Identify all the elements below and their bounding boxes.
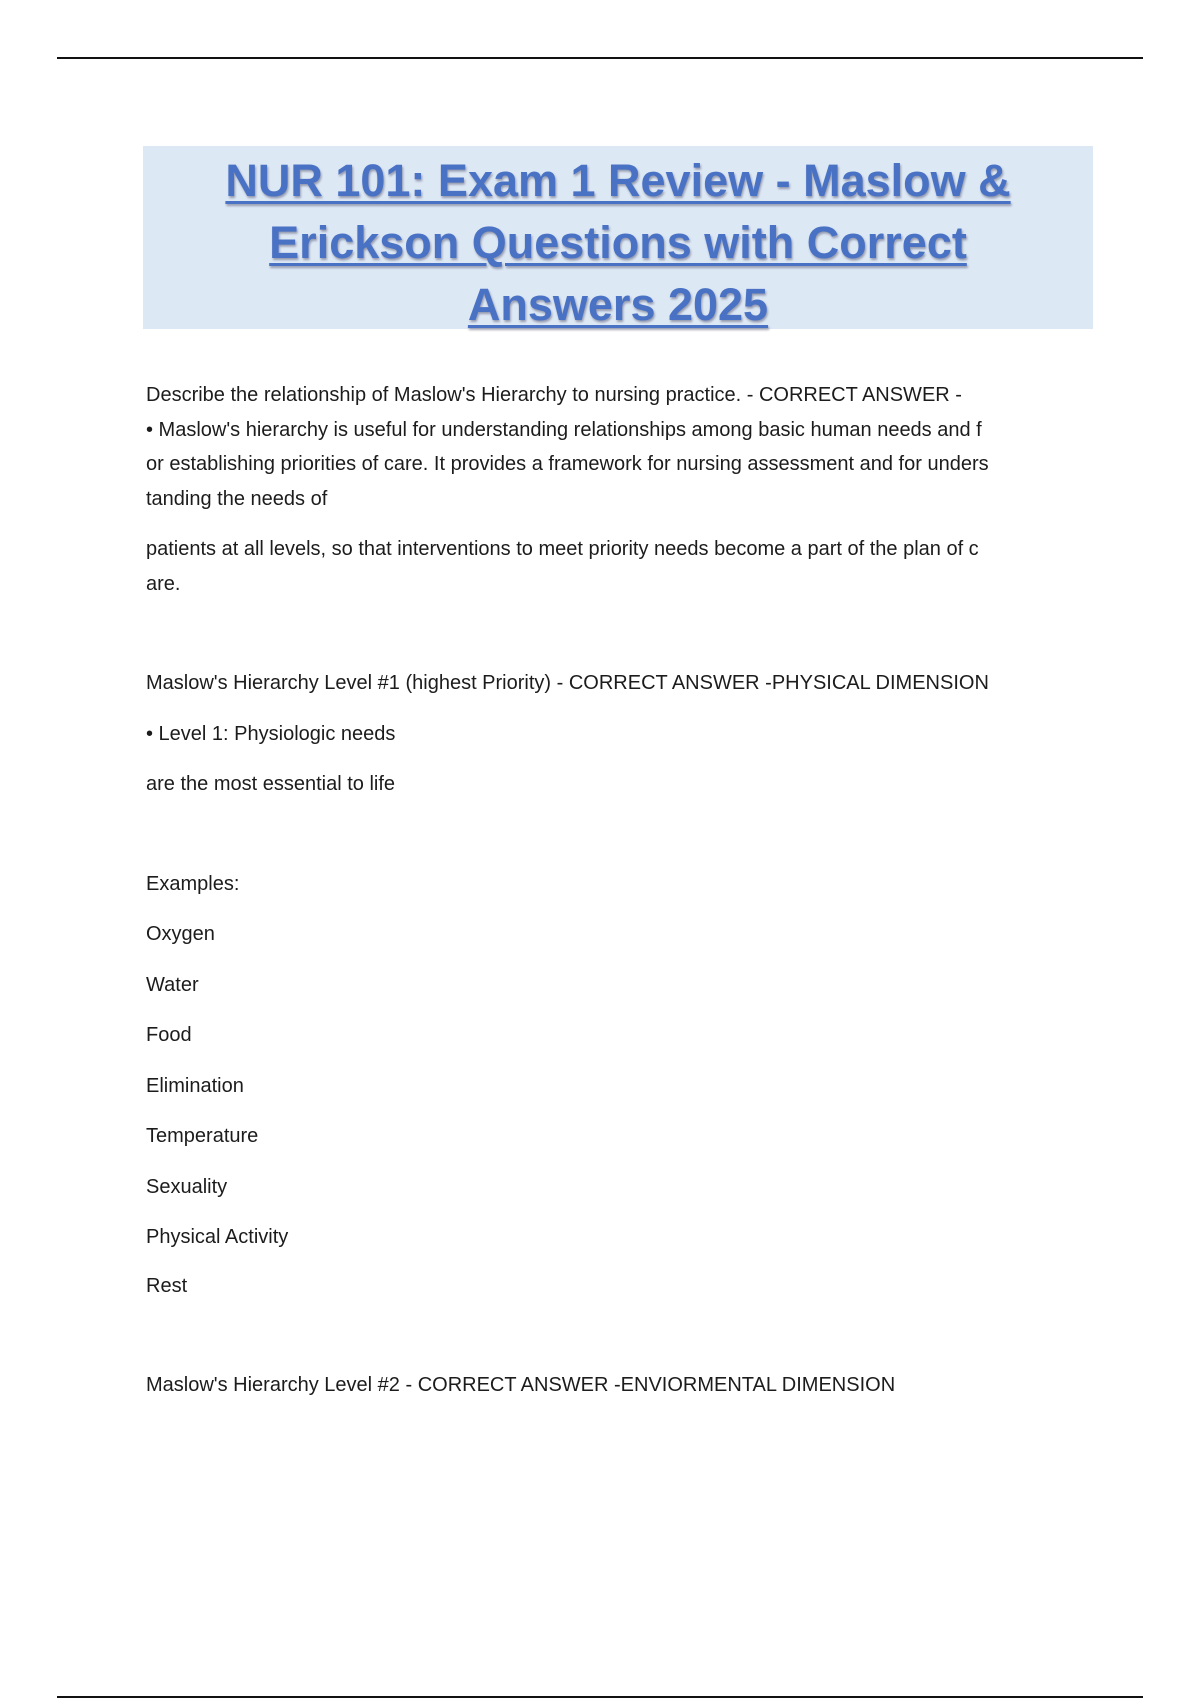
title-line-1: NUR 101: Exam 1 Review - Maslow & bbox=[225, 155, 1011, 206]
q2-note: are the most essential to life bbox=[146, 773, 396, 795]
q1-answer-block bbox=[146, 378, 1096, 516]
example-item-rest: Rest bbox=[146, 1274, 188, 1297]
header-rule bbox=[57, 57, 1143, 59]
examples-label: Examples: bbox=[146, 872, 240, 895]
q1-answer-line-3: tanding the needs of bbox=[146, 487, 328, 510]
q1-answer-line-2: or establishing priorities of care. It provides a framework for nursing assessment and for unders bbox=[146, 453, 989, 475]
footer-rule bbox=[57, 1696, 1143, 1698]
q2-question: Maslow's Hierarchy Level #1 (highest Priority) - CORRECT ANSWER -PHYSICAL DIMENSION bbox=[146, 672, 989, 694]
example-item-physical-activity: Physical Activity bbox=[146, 1226, 289, 1248]
examples-list bbox=[146, 917, 1096, 1303]
example-item-elimination: Elimination bbox=[146, 1074, 244, 1097]
q3-question: Maslow's Hierarchy Level #2 - CORRECT ANSWER -ENVIORMENTAL DIMENSION bbox=[146, 1374, 896, 1396]
title-line-2: Erickson Questions with Correct bbox=[269, 217, 967, 268]
q1-continuation-line-1: patients at all levels, so that interventions to meet priority needs become a part of the plan of c bbox=[146, 538, 979, 560]
example-item-oxygen: Oxygen bbox=[146, 923, 215, 945]
example-item-sexuality: Sexuality bbox=[146, 1175, 228, 1198]
q1-continuation-block bbox=[146, 532, 1096, 601]
example-item-food: Food bbox=[146, 1024, 192, 1046]
example-item-water: Water bbox=[146, 973, 199, 996]
title-banner bbox=[143, 146, 1093, 329]
q1-question-line: Describe the relationship of Maslow's Hierarchy to nursing practice. - CORRECT ANSWER - bbox=[146, 384, 962, 406]
q1-continuation-line-2: are. bbox=[146, 572, 181, 595]
title-line-3: Answers 2025 bbox=[467, 279, 769, 330]
q2-bullet: • Level 1: Physiologic needs bbox=[146, 722, 396, 745]
example-item-temperature: Temperature bbox=[146, 1125, 259, 1147]
q1-answer-line-1: • Maslow's hierarchy is useful for understanding relationships among basic human needs and f bbox=[146, 418, 982, 441]
document-body bbox=[146, 378, 1096, 1403]
